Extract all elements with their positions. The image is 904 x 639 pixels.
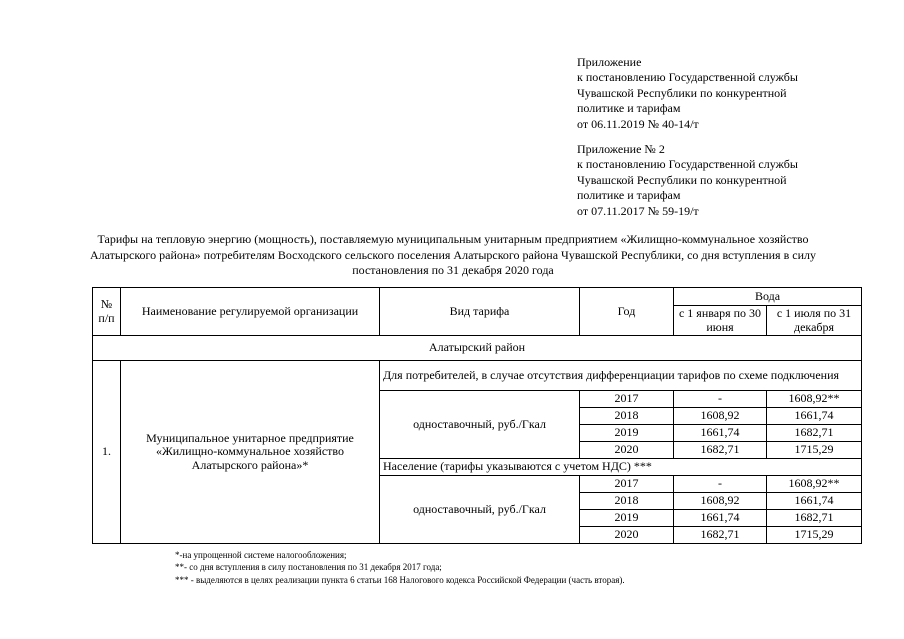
group-label: Для потребителей, в случае отсутствия дифференциации тарифов по схеме подключения [380, 361, 862, 391]
document-title: Тарифы на тепловую энергию (мощность), поставляемую муниципальным унитарным предприятием «Жилищно-коммунальное хозяйство Алатырского района» потребителям Восходского сельского поселения Алатырского района Чувашской Республики, со дня вступления в силу постановления по 31 декабря 2020 года [90, 232, 816, 277]
period-1-cell: 1608,92 [674, 493, 767, 510]
header-org: Наименование регулируемой организации [121, 288, 380, 336]
footnotes [175, 549, 625, 586]
tariff-type-cell: одноставочный, руб./Гкал [380, 391, 580, 459]
district-name: Алатырский район [93, 336, 862, 361]
tariff-table [92, 287, 862, 544]
appendix-1-line: Приложение [577, 55, 642, 69]
period-1-cell: - [674, 476, 767, 493]
period-1-cell: 1608,92 [674, 408, 767, 425]
appendix-2-line: политике и тарифам [577, 188, 681, 203]
organization-name: Муниципальное унитарное предприятие «Жилищно-коммунальное хозяйство Алатырского района»* [121, 361, 380, 544]
period-2-cell: 1661,74 [767, 493, 862, 510]
year-cell: 2019 [580, 425, 674, 442]
footnote: **- со дня вступления в силу постановления по 31 декабря 2017 года; [175, 562, 442, 573]
appendix-2-line: Чувашской Республики по конкурентной [577, 172, 787, 187]
header-period-1: с 1 января по 30 июня [674, 306, 767, 336]
appendix-2-line: к постановлению Государственной службы [577, 157, 798, 172]
appendix-2-line: от 07.11.2017 № 59-19/т [577, 203, 699, 218]
footnote: *** - выделяются в целях реализации пункта 6 статьи 168 Налогового кодекса Российской Федерации (часть вторая). [175, 574, 625, 585]
year-cell: 2017 [580, 476, 674, 493]
year-cell: 2020 [580, 442, 674, 459]
row-number: 1. [93, 361, 121, 544]
header-year: Год [580, 288, 674, 336]
year-cell: 2017 [580, 391, 674, 408]
period-1-cell: 1661,74 [674, 425, 767, 442]
period-2-cell: 1608,92** [767, 391, 862, 408]
year-cell: 2018 [580, 408, 674, 425]
appendix-1-line: от 06.11.2019 № 40-14/т [577, 116, 699, 131]
appendix-1-line: к постановлению Государственной службы [577, 70, 798, 85]
period-2-cell: 1682,71 [767, 425, 862, 442]
period-2-cell: 1715,29 [767, 442, 862, 459]
header-num: № п/п [93, 288, 121, 336]
period-1-cell: 1682,71 [674, 442, 767, 459]
appendix-1-line: политике и тарифам [577, 101, 681, 116]
year-cell: 2019 [580, 510, 674, 527]
period-1-cell: - [674, 391, 767, 408]
group-label-row [93, 361, 862, 391]
appendix-2-line: Приложение № 2 [577, 142, 665, 156]
header-tariff-type: Вид тарифа [380, 288, 580, 336]
header-row [93, 288, 862, 306]
year-cell: 2018 [580, 493, 674, 510]
appendix-1-header [577, 55, 798, 132]
header-period-2: с 1 июля по 31 декабря [767, 306, 862, 336]
appendix-2-header [577, 142, 798, 219]
district-row [93, 336, 862, 361]
period-2-cell: 1715,29 [767, 527, 862, 544]
period-1-cell: 1661,74 [674, 510, 767, 527]
year-cell: 2020 [580, 527, 674, 544]
tariff-type-cell: одноставочный, руб./Гкал [380, 476, 580, 544]
period-2-cell: 1682,71 [767, 510, 862, 527]
period-2-cell: 1661,74 [767, 408, 862, 425]
header-water: Вода [674, 288, 862, 306]
period-1-cell: 1682,71 [674, 527, 767, 544]
period-2-cell: 1608,92** [767, 476, 862, 493]
appendix-1-line: Чувашской Республики по конкурентной [577, 85, 787, 100]
group-label: Население (тарифы указываются с учетом НДС) *** [380, 459, 862, 476]
footnote: *-на упрощенной системе налогообложения; [175, 550, 347, 560]
